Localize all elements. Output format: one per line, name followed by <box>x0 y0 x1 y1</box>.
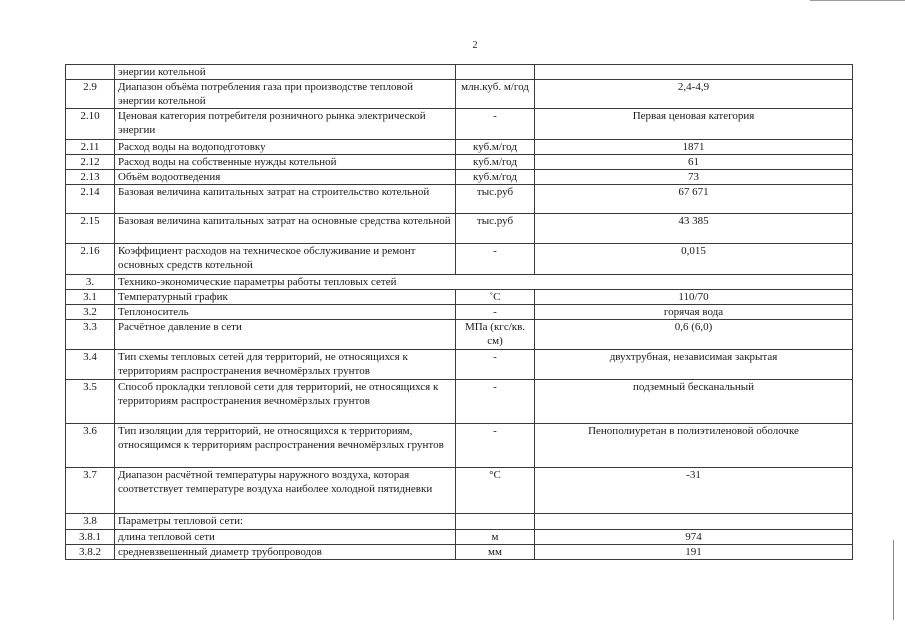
row-unit: - <box>456 305 535 320</box>
row-unit: куб.м/год <box>456 170 535 185</box>
row-parameter: Диапазон объёма потребления газа при производстве тепловой энергии котельной <box>115 80 456 109</box>
table-row <box>66 468 853 514</box>
row-unit: тыс.руб <box>456 214 535 244</box>
row-number <box>66 65 115 80</box>
row-value: Пенополиуретан в полиэтиленовой оболочке <box>535 424 853 468</box>
row-parameter: Ценовая категория потребителя розничного рынка электрической энергии <box>115 109 456 140</box>
row-number: 3.5 <box>66 380 115 424</box>
table-row <box>66 320 853 350</box>
row-number: 2.11 <box>66 140 115 155</box>
row-number: 3.4 <box>66 350 115 380</box>
row-unit: МПа (кгс/кв. см) <box>456 320 535 350</box>
row-number: 3.2 <box>66 305 115 320</box>
row-value: 974 <box>535 530 853 545</box>
row-number: 2.10 <box>66 109 115 140</box>
row-unit <box>456 65 535 80</box>
table-section-row <box>66 275 853 290</box>
row-value <box>535 65 853 80</box>
row-unit: ˚С <box>456 290 535 305</box>
row-parameter: Расход воды на водоподготовку <box>115 140 456 155</box>
row-number: 3.7 <box>66 468 115 514</box>
row-unit: м <box>456 530 535 545</box>
table-row <box>66 424 853 468</box>
scan-edge-top <box>810 0 905 3</box>
section-number: 3. <box>66 275 115 290</box>
row-value: 191 <box>535 545 853 560</box>
row-parameter: Параметры тепловой сети: <box>115 514 456 530</box>
row-parameter: Объём водоотведения <box>115 170 456 185</box>
row-parameter: Расход воды на собственные нужды котельной <box>115 155 456 170</box>
table-row <box>66 350 853 380</box>
row-parameter: Температурный график <box>115 290 456 305</box>
row-unit: млн.куб. м/год <box>456 80 535 109</box>
scan-edge-right <box>893 540 896 620</box>
row-value: двухтрубная, независимая закрытая <box>535 350 853 380</box>
row-value: 73 <box>535 170 853 185</box>
row-value: 61 <box>535 155 853 170</box>
row-parameter: Теплоноситель <box>115 305 456 320</box>
table-row <box>66 170 853 185</box>
row-number: 2.13 <box>66 170 115 185</box>
row-number: 2.14 <box>66 185 115 214</box>
row-unit: мм <box>456 545 535 560</box>
row-parameter: Тип изоляции для территорий, не относящихся к территориям, относящимся к территориям распространения вечномёрзлых грунтов <box>115 424 456 468</box>
table-row <box>66 140 853 155</box>
row-unit: куб.м/год <box>456 140 535 155</box>
table-row <box>66 80 853 109</box>
row-number: 3.3 <box>66 320 115 350</box>
row-unit: - <box>456 380 535 424</box>
row-number: 3.8 <box>66 514 115 530</box>
table-row <box>66 305 853 320</box>
row-number: 3.1 <box>66 290 115 305</box>
row-unit: - <box>456 109 535 140</box>
row-parameter: Коэффициент расходов на техническое обслуживание и ремонт основных средств котельной <box>115 244 456 275</box>
parameters-table <box>65 64 853 560</box>
row-number: 3.8.2 <box>66 545 115 560</box>
row-value: горячая вода <box>535 305 853 320</box>
row-parameter: энергии котельной <box>115 65 456 80</box>
row-value: 110/70 <box>535 290 853 305</box>
row-value: 0,015 <box>535 244 853 275</box>
row-parameter: средневзвешенный диаметр трубопроводов <box>115 545 456 560</box>
table-row <box>66 185 853 214</box>
page-number: 2 <box>472 40 478 51</box>
row-number: 3.8.1 <box>66 530 115 545</box>
row-unit: - <box>456 244 535 275</box>
row-number: 2.9 <box>66 80 115 109</box>
table-row <box>66 290 853 305</box>
section-title: Технико-экономические параметры работы тепловых сетей <box>115 275 853 290</box>
row-value: -31 <box>535 468 853 514</box>
row-unit <box>456 514 535 530</box>
row-parameter: Базовая величина капитальных затрат на строительство котельной <box>115 185 456 214</box>
row-parameter: Способ прокладки тепловой сети для территорий, не относящихся к территориям распространения вечномёрзлых грунтов <box>115 380 456 424</box>
row-number: 2.15 <box>66 214 115 244</box>
row-value: подземный бесканальный <box>535 380 853 424</box>
table-row <box>66 65 853 80</box>
table-row <box>66 244 853 275</box>
table-row <box>66 530 853 545</box>
row-number: 3.6 <box>66 424 115 468</box>
row-parameter: Диапазон расчётной температуры наружного воздуха, которая соответствует температуре воздуха наиболее холодной пятидневки <box>115 468 456 514</box>
row-parameter: Тип схемы тепловых сетей для территорий, не относящихся к территориям распространения вечномёрзлых грунтов <box>115 350 456 380</box>
row-unit: тыс.руб <box>456 185 535 214</box>
row-unit: °С <box>456 468 535 514</box>
table-row <box>66 155 853 170</box>
row-unit: - <box>456 350 535 380</box>
row-parameter: длина тепловой сети <box>115 530 456 545</box>
row-unit: - <box>456 424 535 468</box>
row-number: 2.16 <box>66 244 115 275</box>
row-value: 1871 <box>535 140 853 155</box>
row-value: Первая ценовая категория <box>535 109 853 140</box>
parameters-table-body <box>66 65 853 560</box>
table-row <box>66 214 853 244</box>
row-parameter: Базовая величина капитальных затрат на основные средства котельной <box>115 214 456 244</box>
row-value: 0,6 (6,0) <box>535 320 853 350</box>
row-value: 43 385 <box>535 214 853 244</box>
table-row <box>66 380 853 424</box>
row-value: 2,4-4,9 <box>535 80 853 109</box>
row-parameter: Расчётное давление в сети <box>115 320 456 350</box>
table-row <box>66 545 853 560</box>
row-value: 67 671 <box>535 185 853 214</box>
table-row <box>66 514 853 530</box>
row-unit: куб.м/год <box>456 155 535 170</box>
row-value <box>535 514 853 530</box>
row-number: 2.12 <box>66 155 115 170</box>
table-row <box>66 109 853 140</box>
